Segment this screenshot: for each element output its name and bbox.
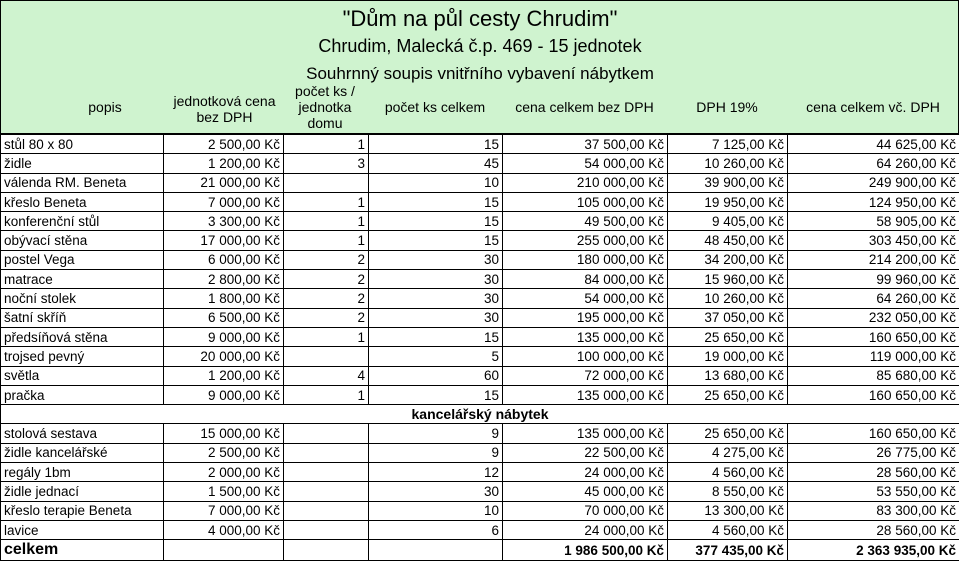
column-header-unit-price: jednotková cena bez DPH bbox=[173, 93, 276, 125]
vat-cell: 25 650,00 Kč bbox=[668, 385, 788, 404]
total-label: celkem bbox=[1, 540, 164, 561]
unit-price-cell: 6 000,00 Kč bbox=[164, 250, 284, 269]
item-description-cell: křeslo terapie Beneta bbox=[1, 501, 164, 520]
item-description-cell: obývací stěna bbox=[1, 231, 164, 250]
total-no-vat-cell: 100 000,00 Kč bbox=[503, 347, 668, 366]
item-description-cell: židle jednací bbox=[1, 482, 164, 501]
items-table bbox=[0, 134, 959, 561]
unit-price-cell: 7 000,00 Kč bbox=[164, 501, 284, 520]
total-no-vat-cell: 72 000,00 Kč bbox=[503, 366, 668, 385]
per-home-qty-cell: 1 bbox=[284, 212, 369, 231]
vat-cell: 4 560,00 Kč bbox=[668, 520, 788, 539]
vat-cell: 10 260,00 Kč bbox=[668, 289, 788, 308]
per-home-qty-cell: 1 bbox=[284, 135, 369, 154]
total-no-vat-cell: 84 000,00 Kč bbox=[503, 270, 668, 289]
vat-cell: 37 050,00 Kč bbox=[668, 308, 788, 327]
total-with-vat-cell: 83 300,00 Kč bbox=[788, 501, 959, 520]
unit-price-cell: 2 500,00 Kč bbox=[164, 135, 284, 154]
table-row bbox=[1, 231, 959, 250]
unit-price-cell: 7 000,00 Kč bbox=[164, 192, 284, 211]
per-home-qty-cell: 1 bbox=[284, 385, 369, 404]
vat-cell: 48 450,00 Kč bbox=[668, 231, 788, 250]
item-description-cell: židle bbox=[1, 154, 164, 173]
total-empty-cell bbox=[164, 540, 284, 561]
table-row bbox=[1, 482, 959, 501]
per-home-qty-cell: 3 bbox=[284, 154, 369, 173]
vat-cell: 19 000,00 Kč bbox=[668, 347, 788, 366]
table-row bbox=[1, 250, 959, 269]
per-home-qty-cell: 1 bbox=[284, 231, 369, 250]
total-with-vat-cell: 58 905,00 Kč bbox=[788, 212, 959, 231]
column-header-vat: DPH 19% bbox=[696, 99, 758, 115]
total-qty-cell: 15 bbox=[369, 135, 503, 154]
item-description-cell: noční stolek bbox=[1, 289, 164, 308]
total-with-vat-cell: 160 650,00 Kč bbox=[788, 327, 959, 346]
total-empty-cell bbox=[284, 540, 369, 561]
unit-price-cell: 17 000,00 Kč bbox=[164, 231, 284, 250]
total-no-vat-cell: 180 000,00 Kč bbox=[503, 250, 668, 269]
total-with-vat-cell: 64 260,00 Kč bbox=[788, 289, 959, 308]
total-with-vat-cell: 124 950,00 Kč bbox=[788, 192, 959, 211]
total-qty-cell: 9 bbox=[369, 443, 503, 462]
total-qty-cell: 15 bbox=[369, 327, 503, 346]
table-row bbox=[1, 347, 959, 366]
table-row bbox=[1, 270, 959, 289]
vat-cell: 13 680,00 Kč bbox=[668, 366, 788, 385]
item-description-cell: postel Vega bbox=[1, 250, 164, 269]
unit-price-cell: 1 500,00 Kč bbox=[164, 482, 284, 501]
table-row bbox=[1, 192, 959, 211]
table-row bbox=[1, 135, 959, 154]
total-with-vat-cell: 303 450,00 Kč bbox=[788, 231, 959, 250]
per-home-qty-cell: 2 bbox=[284, 289, 369, 308]
unit-price-cell: 2 000,00 Kč bbox=[164, 463, 284, 482]
total-no-vat-cell: 195 000,00 Kč bbox=[503, 308, 668, 327]
item-description-cell: válenda RM. Beneta bbox=[1, 173, 164, 192]
total-qty-cell: 6 bbox=[369, 520, 503, 539]
total-with-vat-cell: 232 050,00 Kč bbox=[788, 308, 959, 327]
total-qty-cell: 30 bbox=[369, 482, 503, 501]
item-description-cell: lavice bbox=[1, 520, 164, 539]
per-home-qty-cell: 2 bbox=[284, 308, 369, 327]
vat-cell: 25 650,00 Kč bbox=[668, 327, 788, 346]
total-no-vat-cell: 49 500,00 Kč bbox=[503, 212, 668, 231]
total-qty-cell: 30 bbox=[369, 250, 503, 269]
vat-cell: 4 275,00 Kč bbox=[668, 443, 788, 462]
total-qty-cell: 9 bbox=[369, 424, 503, 443]
total-qty-cell: 12 bbox=[369, 463, 503, 482]
unit-price-cell: 2 500,00 Kč bbox=[164, 443, 284, 462]
per-home-qty-cell bbox=[284, 520, 369, 539]
total-empty-cell bbox=[369, 540, 503, 561]
table-row bbox=[1, 424, 959, 443]
table-row bbox=[1, 501, 959, 520]
unit-price-cell: 1 800,00 Kč bbox=[164, 289, 284, 308]
unit-price-cell: 20 000,00 Kč bbox=[164, 347, 284, 366]
per-home-qty-cell bbox=[284, 463, 369, 482]
total-with-vat-cell: 26 775,00 Kč bbox=[788, 443, 959, 462]
total-no-vat-cell: 22 500,00 Kč bbox=[503, 443, 668, 462]
total-no-vat-cell: 255 000,00 Kč bbox=[503, 231, 668, 250]
vat-cell: 15 960,00 Kč bbox=[668, 270, 788, 289]
unit-price-cell: 4 000,00 Kč bbox=[164, 520, 284, 539]
table-row bbox=[1, 520, 959, 539]
column-header-per-home: počet ks / jednotka domu bbox=[295, 83, 355, 131]
unit-price-cell: 9 000,00 Kč bbox=[164, 385, 284, 404]
vat-cell: 10 260,00 Kč bbox=[668, 154, 788, 173]
total-with-vat-cell: 99 960,00 Kč bbox=[788, 270, 959, 289]
total-with-vat-cell: 160 650,00 Kč bbox=[788, 424, 959, 443]
total-no-vat-cell: 54 000,00 Kč bbox=[503, 154, 668, 173]
table-row bbox=[1, 289, 959, 308]
per-home-qty-cell bbox=[284, 173, 369, 192]
per-home-qty-cell bbox=[284, 424, 369, 443]
item-description-cell: pračka bbox=[1, 385, 164, 404]
table-header bbox=[0, 0, 959, 134]
vat-cell: 34 200,00 Kč bbox=[668, 250, 788, 269]
vat-cell: 39 900,00 Kč bbox=[668, 173, 788, 192]
total-qty-cell: 5 bbox=[369, 347, 503, 366]
per-home-qty-cell bbox=[284, 482, 369, 501]
per-home-qty-cell: 1 bbox=[284, 192, 369, 211]
total-no-vat-cell: 105 000,00 Kč bbox=[503, 192, 668, 211]
per-home-qty-cell bbox=[284, 501, 369, 520]
total-no-vat-cell: 135 000,00 Kč bbox=[503, 385, 668, 404]
total-with-vat-cell: 28 560,00 Kč bbox=[788, 520, 959, 539]
total-no-vat-cell: 45 000,00 Kč bbox=[503, 482, 668, 501]
per-home-qty-cell bbox=[284, 347, 369, 366]
column-header-total-no-vat: cena celkem bez DPH bbox=[515, 99, 654, 115]
unit-price-cell: 9 000,00 Kč bbox=[164, 327, 284, 346]
total-qty-cell: 30 bbox=[369, 308, 503, 327]
per-home-qty-cell: 1 bbox=[284, 327, 369, 346]
table-row bbox=[1, 308, 959, 327]
total-qty-cell: 30 bbox=[369, 289, 503, 308]
item-description-cell: předsíňová stěna bbox=[1, 327, 164, 346]
unit-price-cell: 21 000,00 Kč bbox=[164, 173, 284, 192]
vat-cell: 13 300,00 Kč bbox=[668, 501, 788, 520]
unit-price-cell: 2 800,00 Kč bbox=[164, 270, 284, 289]
item-description-cell: stolová sestava bbox=[1, 424, 164, 443]
total-with-vat-cell: 214 200,00 Kč bbox=[788, 250, 959, 269]
item-description-cell: stůl 80 x 80 bbox=[1, 135, 164, 154]
item-description-cell: matrace bbox=[1, 270, 164, 289]
unit-price-cell: 6 500,00 Kč bbox=[164, 308, 284, 327]
total-qty-cell: 10 bbox=[369, 501, 503, 520]
unit-price-cell: 3 300,00 Kč bbox=[164, 212, 284, 231]
document-subtitle: Chrudim, Malecká č.p. 469 - 15 jednotek bbox=[318, 36, 642, 56]
document-title: "Dům na půl cesty Chrudim" bbox=[342, 6, 618, 31]
table-row bbox=[1, 463, 959, 482]
column-header-total-qty: počet ks celkem bbox=[384, 99, 486, 115]
table-row bbox=[1, 366, 959, 385]
total-with-vat-cell: 249 900,00 Kč bbox=[788, 173, 959, 192]
total-qty-cell: 15 bbox=[369, 192, 503, 211]
table-row bbox=[1, 327, 959, 346]
item-description-cell: šatní skříň bbox=[1, 308, 164, 327]
unit-price-cell: 1 200,00 Kč bbox=[164, 366, 284, 385]
total-with-vat-cell: 85 680,00 Kč bbox=[788, 366, 959, 385]
total-with-vat-cell: 53 550,00 Kč bbox=[788, 482, 959, 501]
total-no-vat-cell: 24 000,00 Kč bbox=[503, 520, 668, 539]
total-qty-cell: 45 bbox=[369, 154, 503, 173]
total-with-vat-value: 2 363 935,00 Kč bbox=[788, 540, 959, 561]
item-description-cell: světla bbox=[1, 366, 164, 385]
item-description-cell: trojsed pevný bbox=[1, 347, 164, 366]
total-with-vat-cell: 119 000,00 Kč bbox=[788, 347, 959, 366]
total-vat-value: 377 435,00 Kč bbox=[668, 540, 788, 561]
total-with-vat-cell: 28 560,00 Kč bbox=[788, 463, 959, 482]
total-with-vat-cell: 160 650,00 Kč bbox=[788, 385, 959, 404]
total-no-vat-cell: 135 000,00 Kč bbox=[503, 327, 668, 346]
item-description-cell: regály 1bm bbox=[1, 463, 164, 482]
vat-cell: 25 650,00 Kč bbox=[668, 424, 788, 443]
item-description-cell: křeslo Beneta bbox=[1, 192, 164, 211]
vat-cell: 4 560,00 Kč bbox=[668, 463, 788, 482]
table-row bbox=[1, 154, 959, 173]
vat-cell: 8 550,00 Kč bbox=[668, 482, 788, 501]
total-qty-cell: 15 bbox=[369, 231, 503, 250]
total-no-vat-cell: 135 000,00 Kč bbox=[503, 424, 668, 443]
total-no-vat-cell: 54 000,00 Kč bbox=[503, 289, 668, 308]
per-home-qty-cell: 2 bbox=[284, 270, 369, 289]
per-home-qty-cell: 2 bbox=[284, 250, 369, 269]
table-row bbox=[1, 173, 959, 192]
table-row bbox=[1, 212, 959, 231]
total-qty-cell: 60 bbox=[369, 366, 503, 385]
total-no-vat-cell: 37 500,00 Kč bbox=[503, 135, 668, 154]
table-row bbox=[1, 443, 959, 462]
column-header-total-with-vat: cena celkem vč. DPH bbox=[806, 99, 940, 115]
vat-cell: 19 950,00 Kč bbox=[668, 192, 788, 211]
total-qty-cell: 15 bbox=[369, 385, 503, 404]
total-with-vat-cell: 64 260,00 Kč bbox=[788, 154, 959, 173]
vat-cell: 9 405,00 Kč bbox=[668, 212, 788, 231]
total-no-vat-cell: 210 000,00 Kč bbox=[503, 173, 668, 192]
vat-cell: 7 125,00 Kč bbox=[668, 135, 788, 154]
total-no-vat-cell: 24 000,00 Kč bbox=[503, 463, 668, 482]
per-home-qty-cell: 4 bbox=[284, 366, 369, 385]
section-row bbox=[1, 405, 959, 424]
total-row bbox=[1, 540, 959, 561]
total-no-vat-value: 1 986 500,00 Kč bbox=[503, 540, 668, 561]
item-description-cell: konferenční stůl bbox=[1, 212, 164, 231]
per-home-qty-cell bbox=[284, 443, 369, 462]
item-description-cell: židle kancelářské bbox=[1, 443, 164, 462]
total-with-vat-cell: 44 625,00 Kč bbox=[788, 135, 959, 154]
section-title: Souhrnný soupis vnitřního vybavení nábytkem bbox=[306, 64, 654, 83]
column-header-popis: popis bbox=[88, 99, 122, 115]
office-section-title: kancelářský nábytek bbox=[1, 405, 959, 424]
total-qty-cell: 15 bbox=[369, 212, 503, 231]
total-qty-cell: 30 bbox=[369, 270, 503, 289]
total-no-vat-cell: 70 000,00 Kč bbox=[503, 501, 668, 520]
total-qty-cell: 10 bbox=[369, 173, 503, 192]
unit-price-cell: 15 000,00 Kč bbox=[164, 424, 284, 443]
unit-price-cell: 1 200,00 Kč bbox=[164, 154, 284, 173]
table-row bbox=[1, 385, 959, 404]
